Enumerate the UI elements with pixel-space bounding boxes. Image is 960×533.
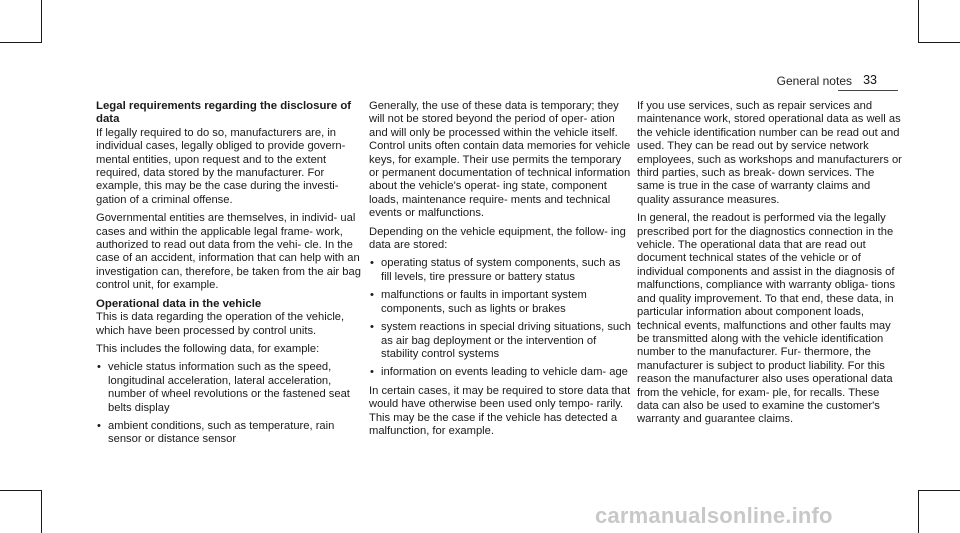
bullet-list (96, 361, 361, 446)
list-item-text: operating status of system components, such as fill levels, tire pressure or battery status (381, 257, 621, 283)
crop-mark (0, 42, 42, 43)
list-item (369, 366, 634, 379)
list-item-text: vehicle status information such as the speed, longitudinal acceleration, lateral acceleration, number of wheel revolutions or the fastened seat belts display (108, 361, 350, 414)
paragraph: In certain cases, it may be required to store data that would have otherwise been used only tempo- rarily. This may be the case if the vehicle has detected a malfunction, for example. (369, 384, 631, 437)
crop-mark (918, 0, 919, 43)
crop-mark (918, 490, 919, 533)
list-item (369, 257, 634, 284)
section-heading: Operational data in the vehicle (96, 297, 262, 310)
page-number: 33 (863, 73, 877, 87)
paragraph: Depending on the vehicle equipment, the follow- ing data are stored: (369, 225, 626, 252)
list-item-text: malfunctions or faults in important system components, such as lights or brakes (381, 289, 587, 315)
paragraph: In general, the readout is performed via the legally prescribed port for the diagnostics connection in the vehicle. The operational data that are read out document technical states of the vehicle or of individual components and assist in the diagnosis of malfunctions, compliance with warranty obliga- tions and quality improvement. To that end, these data, in particular information about component loads, technical events, malfunctions and other faults may be transmitted along with the vehicle identification number to the manufacturer. Fur- thermore, the manufacturer is subject to product liability. For this reason the manufacturer also uses operational data from the vehicle, for exam- ple, for recalls. These data can also be used to examine the customer's warranty and guarantee claims. (637, 212, 896, 426)
paragraph: This includes the following data, for example: (96, 342, 320, 355)
column-right (637, 100, 902, 432)
paragraph: This is data regarding the operation of the vehicle, which have been processed by control units. (96, 311, 345, 337)
bullet-icon: • (97, 361, 101, 374)
bullet-icon: • (370, 321, 374, 334)
column-middle (369, 100, 634, 443)
paragraph: If legally required to do so, manufacturers are, in individual cases, legally obliged to provide govern- mental entities, upon request and to the extent required, data stored by the manufacturer. For example, this may be the case during the investi- gation of a criminal offense. (96, 126, 346, 206)
bullet-icon: • (370, 257, 374, 270)
bullet-icon: • (97, 419, 101, 432)
list-item-text: system reactions in special driving situations, such as air bag deployment or the intervention of stability control systems (381, 321, 631, 360)
header-rule (838, 90, 898, 91)
paragraph: Generally, the use of these data is temporary; they will not be stored beyond the period of oper- ation and will only be processed within the vehicle itself. Control units often contain data memories for vehicle keys, for example. Their use permits the temporary or permanent documentation of technical information about the vehicle's operat- ing state, component loads, maintenance require- ments and technical events or malfunctions. (369, 100, 631, 220)
crop-mark (918, 42, 960, 43)
crop-mark (41, 0, 42, 43)
list-item (369, 321, 634, 361)
crop-mark (918, 490, 960, 491)
bullet-icon: • (370, 289, 374, 302)
list-item-text: ambient conditions, such as temperature, rain sensor or distance sensor (108, 419, 335, 446)
list-item-text: information on events leading to vehicle dam- age (381, 366, 628, 379)
paragraph: Governmental entities are themselves, in individ- ual cases and within the applicable legal frame- work, authorized to read out data from the vehi- cle. In the case of an accident, information that can help with an investigation can, therefore, be taken from the air bag control unit, for example. (96, 212, 361, 292)
watermark: carmanualsonline.info (595, 503, 833, 528)
list-item (369, 289, 634, 316)
crop-mark (0, 490, 42, 491)
crop-mark (41, 490, 42, 533)
paragraph: If you use services, such as repair services and maintenance work, stored operational data as well as the vehicle identification number can be read out and used. They can be read out by service network employees, such as workshops and manufacturers or third parties, such as break- down services. The same is true in the case of warranty claims and quality assurance measures. (637, 100, 902, 206)
section-heading: Legal requirements regarding the disclosure of data (96, 100, 352, 126)
bullet-icon: • (370, 366, 374, 379)
list-item (96, 361, 361, 415)
list-item (96, 420, 361, 447)
bullet-list (369, 257, 634, 379)
running-header: General notes (776, 74, 852, 88)
column-left (96, 100, 361, 452)
